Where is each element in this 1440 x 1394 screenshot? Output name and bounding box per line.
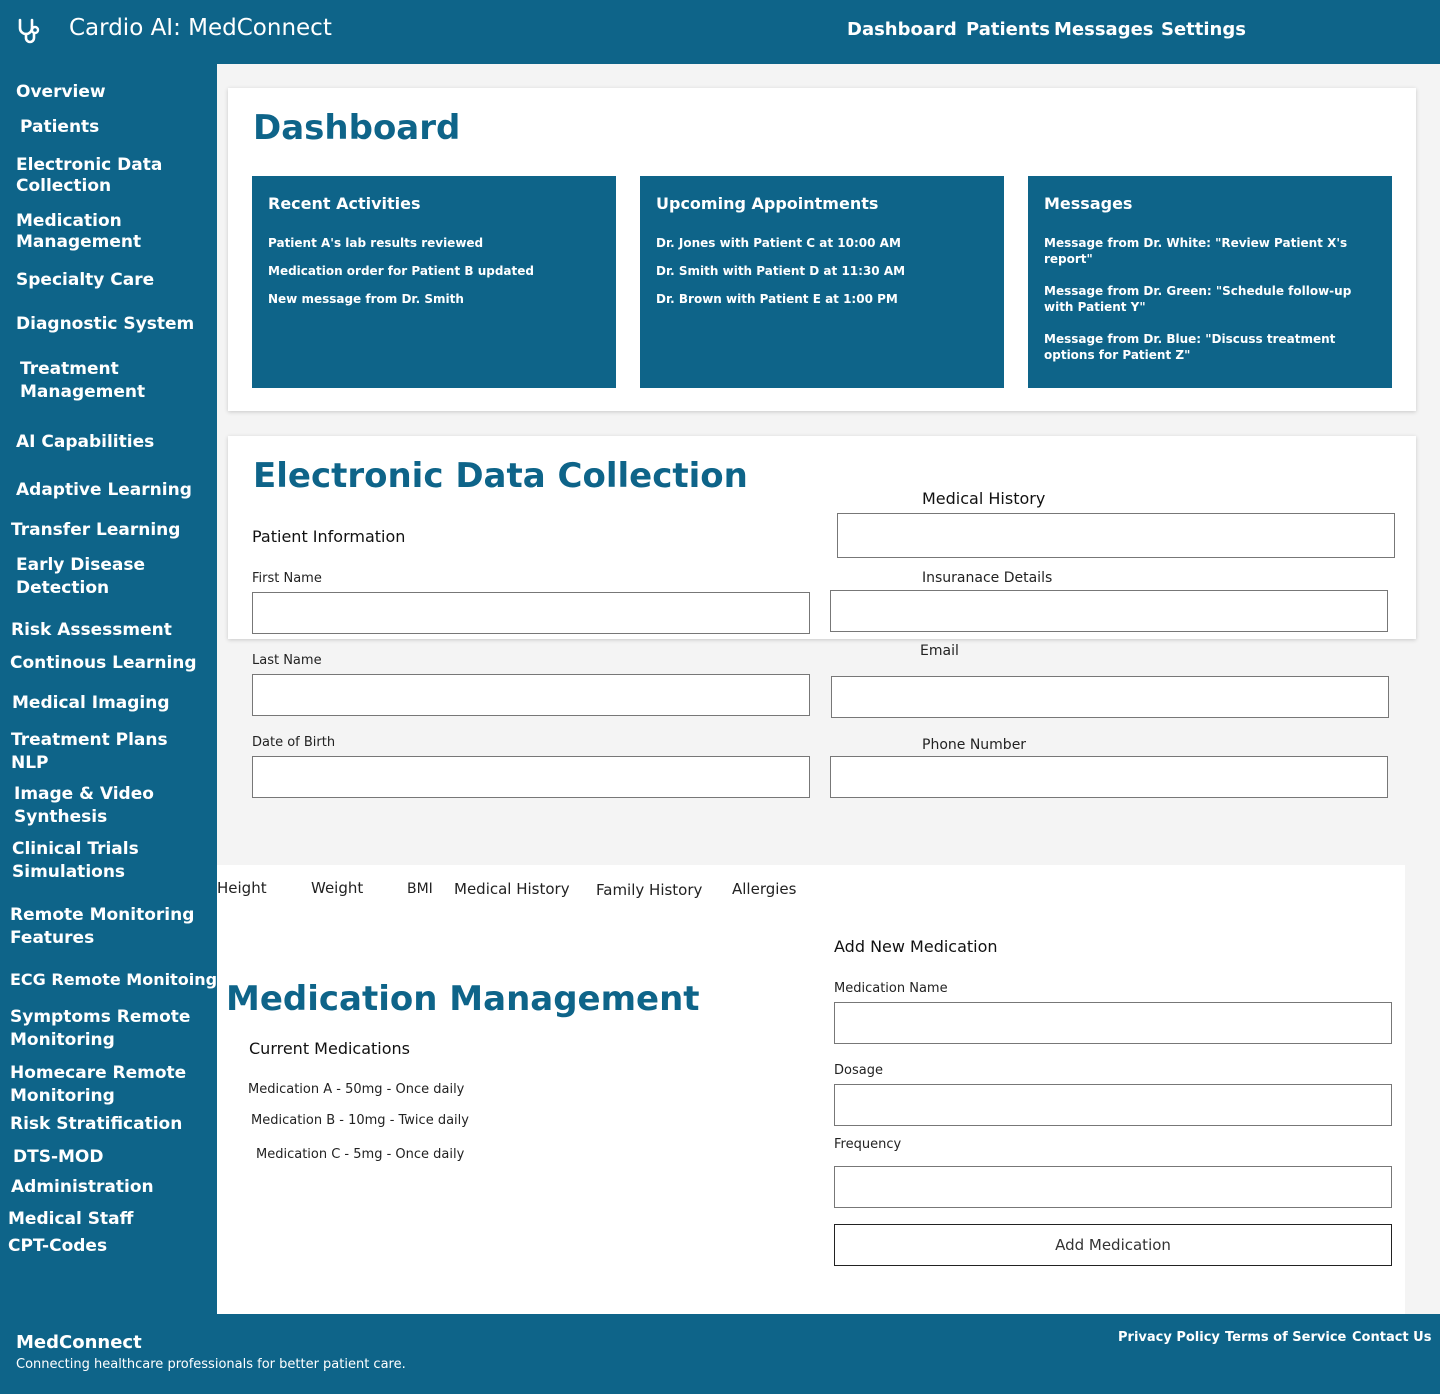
top-header [0, 0, 1440, 64]
sidebar-item-clinical-trials-simulations[interactable]: Clinical Trials Simulations [12, 839, 139, 882]
activity-item: New message from Dr. Smith [268, 292, 464, 306]
medication-list-item: Medication B - 10mg - Twice daily [251, 1113, 469, 1128]
sidebar-item-specialty-care[interactable]: Specialty Care [16, 270, 155, 290]
add-medication-button[interactable]: Add Medication [834, 1224, 1392, 1266]
sidebar-item-medical-imaging[interactable]: Medical Imaging [12, 693, 170, 713]
sidebar-item-adaptive-learning[interactable]: Adaptive Learning [16, 480, 192, 500]
tab-allergies[interactable]: Allergies [732, 880, 797, 898]
dosage-field[interactable] [834, 1084, 1392, 1126]
sidebar-item-continous-learning[interactable]: Continous Learning [10, 653, 197, 673]
sidebar-item-symptoms-remote-monitoring[interactable]: Symptoms Remote Monitoring [10, 1007, 191, 1050]
date-of-birth-label: Date of Birth [252, 735, 336, 750]
first-name-field[interactable] [252, 592, 810, 634]
medication-name-field[interactable] [834, 1002, 1392, 1044]
contact-us-link[interactable]: Contact Us [1352, 1330, 1432, 1345]
message-item[interactable]: Message from Dr. Blue: "Discuss treatment options for Patient Z" [1044, 332, 1336, 362]
dashboard-title: Dashboard [253, 108, 461, 148]
sidebar-item-electronic-data-collection[interactable]: Electronic Data Collection [16, 155, 163, 196]
terms-of-service-link[interactable]: Terms of Service [1225, 1330, 1347, 1345]
email-label: Email [920, 643, 959, 659]
sidebar-item-medication-management[interactable]: Medication Management [16, 211, 142, 252]
phone-number-field[interactable] [830, 756, 1388, 798]
tab-weight[interactable]: Weight [311, 879, 364, 897]
sidebar-item-remote-monitoring-features[interactable]: Remote Monitoring Features [10, 905, 195, 948]
sidebar [0, 64, 217, 1314]
footer-tagline: Connecting healthcare professionals for better patient care. [16, 1357, 406, 1372]
sidebar-item-overview[interactable]: Overview [16, 82, 106, 102]
sidebar-item-risk-stratification[interactable]: Risk Stratification [10, 1114, 183, 1134]
message-item[interactable]: Message from Dr. White: "Review Patient X's report" [1044, 236, 1348, 266]
phone-number-label: Phone Number [922, 737, 1027, 753]
sidebar-item-treatment-plans-nlp[interactable]: Treatment Plans NLP [11, 730, 168, 773]
medication-management-title: Medication Management [226, 979, 700, 1019]
stethoscope-icon[interactable] [16, 17, 42, 45]
insurance-details-label: Insuranace Details [922, 570, 1053, 586]
nav-patients[interactable]: Patients [966, 19, 1050, 40]
medical-history-field[interactable] [837, 513, 1395, 558]
appointment-item: Dr. Smith with Patient D at 11:30 AM [656, 264, 906, 278]
sidebar-item-cpt-codes[interactable]: CPT-Codes [8, 1236, 108, 1256]
sidebar-item-medical-staff[interactable]: Medical Staff [8, 1209, 134, 1229]
card-title: Messages [1044, 194, 1133, 213]
sidebar-item-homecare-remote-monitoring[interactable]: Homecare Remote Monitoring [10, 1063, 187, 1106]
medical-history-heading: Medical History [922, 489, 1046, 508]
card-title: Recent Activities [268, 194, 421, 213]
sidebar-item-diagnostic-system[interactable]: Diagnostic System [16, 314, 195, 334]
upcoming-appointments-card [640, 176, 1004, 388]
sidebar-item-patients[interactable]: Patients [20, 117, 100, 137]
appointment-item: Dr. Jones with Patient C at 10:00 AM [656, 236, 901, 250]
tab-bmi[interactable]: BMI [407, 881, 433, 897]
nav-dashboard[interactable]: Dashboard [847, 19, 957, 40]
tab-medical-history[interactable]: Medical History [454, 880, 570, 898]
sidebar-item-treatment-management[interactable]: Treatment Management [20, 359, 146, 402]
frequency-label: Frequency [834, 1137, 902, 1152]
activity-item: Patient A's lab results reviewed [268, 236, 484, 250]
last-name-label: Last Name [252, 653, 322, 668]
current-medications-heading: Current Medications [249, 1039, 411, 1058]
recent-activities-card [252, 176, 616, 388]
add-new-medication-heading: Add New Medication [834, 937, 998, 956]
nav-messages[interactable]: Messages [1054, 19, 1154, 40]
appointment-item: Dr. Brown with Patient E at 1:00 PM [656, 292, 898, 306]
footer [0, 1314, 1440, 1394]
sidebar-item-early-disease-detection[interactable]: Early Disease Detection [16, 555, 146, 598]
email-field[interactable] [831, 676, 1389, 718]
date-of-birth-field[interactable] [252, 756, 810, 798]
first-name-label: First Name [252, 571, 322, 586]
sidebar-item-risk-assessment[interactable]: Risk Assessment [11, 620, 172, 640]
medication-list-item: Medication A - 50mg - Once daily [248, 1082, 465, 1097]
card-title: Upcoming Appointments [656, 194, 879, 213]
tab-height[interactable]: Height [217, 879, 267, 897]
patient-information-heading: Patient Information [252, 527, 406, 546]
sidebar-item-transfer-learning[interactable]: Transfer Learning [11, 520, 181, 540]
sidebar-item-dts-mod[interactable]: DTS-MOD [13, 1147, 104, 1167]
dosage-label: Dosage [834, 1063, 883, 1078]
last-name-field[interactable] [252, 674, 810, 716]
insurance-details-field[interactable] [830, 590, 1388, 632]
app-title: Cardio AI: MedConnect [69, 15, 332, 41]
footer-brand: MedConnect [16, 1332, 142, 1353]
edc-title: Electronic Data Collection [253, 456, 748, 496]
sidebar-item-ai-capabilities[interactable]: AI Capabilities [16, 432, 155, 452]
sidebar-item-image-video-synthesis[interactable]: Image & Video Synthesis [14, 784, 154, 827]
medication-name-label: Medication Name [834, 981, 948, 996]
nav-settings[interactable]: Settings [1161, 19, 1246, 40]
activity-item: Medication order for Patient B updated [268, 264, 534, 278]
sidebar-item-ecg-remote-monitoring[interactable]: ECG Remote Monitoing [10, 970, 218, 989]
medication-list-item: Medication C - 5mg - Once daily [256, 1147, 465, 1162]
privacy-policy-link[interactable]: Privacy Policy [1118, 1330, 1220, 1345]
message-item[interactable]: Message from Dr. Green: "Schedule follow-up with Patient Y" [1044, 284, 1352, 314]
messages-card [1028, 176, 1392, 388]
tab-family-history[interactable]: Family History [596, 881, 703, 899]
frequency-field[interactable] [834, 1166, 1392, 1208]
sidebar-item-administration[interactable]: Administration [11, 1177, 154, 1197]
